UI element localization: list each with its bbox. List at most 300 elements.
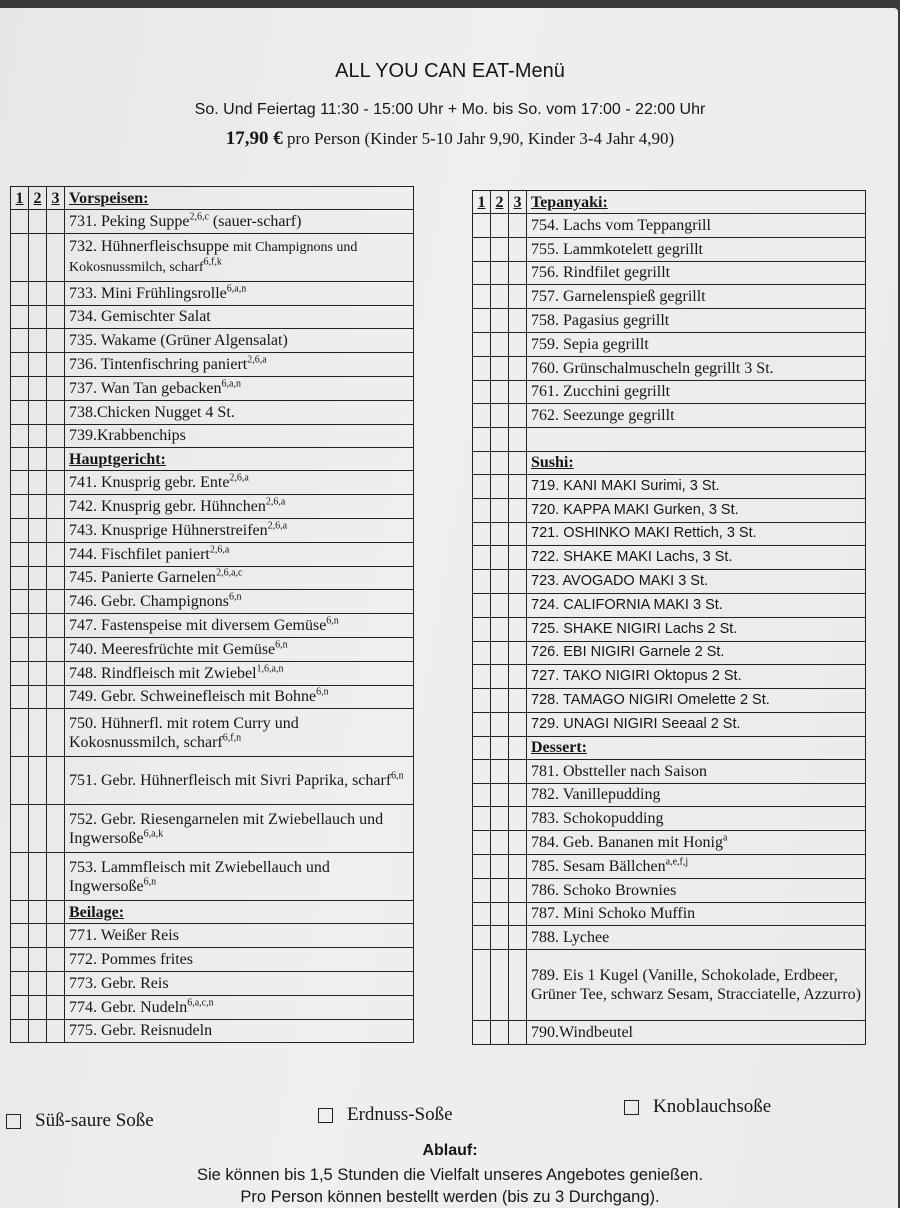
- order-checkbox[interactable]: [29, 995, 47, 1019]
- menu-table-left: [10, 186, 414, 1043]
- order-checkbox[interactable]: [47, 518, 65, 542]
- order-checkbox[interactable]: [473, 950, 491, 1021]
- item-name: 756. Rindfilet gegrillt: [531, 264, 671, 282]
- order-checkbox[interactable]: [29, 424, 47, 448]
- menu-item: [527, 783, 866, 807]
- menu-item: [527, 285, 866, 309]
- item-description: mit Champignons und Kokosnussmilch, scharf: [69, 240, 358, 276]
- order-checkbox[interactable]: [47, 948, 65, 972]
- order-checkbox[interactable]: [473, 404, 491, 428]
- menu-item: [527, 522, 866, 546]
- order-checkbox[interactable]: [491, 807, 509, 831]
- order-checkbox[interactable]: [47, 376, 65, 400]
- order-checkbox[interactable]: [29, 948, 47, 972]
- menu-item: [65, 400, 414, 424]
- menu-item: [65, 329, 414, 353]
- order-checkbox[interactable]: [11, 853, 29, 901]
- order-checkbox[interactable]: [473, 261, 491, 285]
- menu-item: [65, 614, 414, 638]
- order-checkbox[interactable]: [47, 757, 65, 805]
- order-checkbox[interactable]: [509, 641, 527, 665]
- order-checkbox[interactable]: [11, 471, 29, 495]
- item-name: 731. Peking Suppe: [69, 212, 190, 230]
- menu-item-row: [11, 329, 414, 353]
- order-checkbox[interactable]: [509, 285, 527, 309]
- order-checkbox[interactable]: [473, 1021, 491, 1045]
- item-name: 757. Garnelenspieß gegrillt: [531, 288, 706, 306]
- item-name: 739.Krabbenchips: [69, 427, 186, 445]
- menu-item-row: [473, 712, 866, 736]
- order-checkbox[interactable]: [473, 451, 491, 474]
- order-checkbox[interactable]: [11, 685, 29, 709]
- order-checkbox[interactable]: [47, 709, 65, 757]
- order-checkbox[interactable]: [509, 332, 527, 356]
- order-checkbox[interactable]: [29, 448, 47, 471]
- checkbox-icon[interactable]: [6, 1114, 21, 1129]
- menu-item-row: [473, 759, 866, 783]
- order-checkbox[interactable]: [47, 971, 65, 995]
- allergen-codes: 6,f,n: [222, 732, 242, 744]
- order-checkbox[interactable]: [509, 237, 527, 261]
- order-checkbox[interactable]: [11, 709, 29, 757]
- menu-table-right: [472, 190, 866, 1045]
- order-checkbox[interactable]: [473, 878, 491, 902]
- item-name: 724. CALIFORNIA MAKI 3 St.: [531, 596, 723, 613]
- order-checkbox[interactable]: [491, 878, 509, 902]
- order-checkbox[interactable]: [29, 924, 47, 948]
- round-1-header: 1: [11, 187, 29, 210]
- order-checkbox[interactable]: [473, 214, 491, 238]
- menu-item-row: [473, 807, 866, 831]
- order-checkbox[interactable]: [11, 400, 29, 424]
- order-checkbox[interactable]: [491, 926, 509, 950]
- order-checkbox[interactable]: [509, 736, 527, 759]
- menu-item: [65, 948, 414, 972]
- sauce-option-peanut[interactable]: [318, 1104, 453, 1126]
- menu-item-row: [11, 495, 414, 519]
- order-checkbox[interactable]: [491, 1021, 509, 1045]
- order-checkbox[interactable]: [11, 637, 29, 661]
- order-checkbox[interactable]: [473, 428, 491, 452]
- order-checkbox[interactable]: [473, 831, 491, 855]
- order-checkbox[interactable]: [491, 214, 509, 238]
- order-checkbox[interactable]: [47, 424, 65, 448]
- order-checkbox[interactable]: [29, 566, 47, 590]
- order-checkbox[interactable]: [11, 210, 29, 234]
- order-checkbox[interactable]: [509, 404, 527, 428]
- order-checkbox[interactable]: [509, 428, 527, 452]
- menu-item-row: [473, 950, 866, 1021]
- order-checkbox[interactable]: [29, 1019, 47, 1043]
- allergen-codes: 6,f,k: [203, 256, 222, 268]
- order-checkbox[interactable]: [509, 261, 527, 285]
- order-checkbox[interactable]: [47, 685, 65, 709]
- order-checkbox[interactable]: [509, 380, 527, 404]
- order-checkbox[interactable]: [473, 854, 491, 878]
- order-checkbox[interactable]: [47, 210, 65, 234]
- order-checkbox[interactable]: [29, 518, 47, 542]
- order-checkbox[interactable]: [11, 542, 29, 566]
- menu-item: [527, 474, 866, 498]
- menu-item-row: [11, 805, 414, 853]
- order-checkbox[interactable]: [473, 356, 491, 380]
- order-checkbox[interactable]: [509, 878, 527, 902]
- order-checkbox[interactable]: [29, 353, 47, 377]
- menu-item-row: [11, 709, 414, 757]
- order-checkbox[interactable]: [473, 522, 491, 546]
- menu-item: [527, 878, 866, 902]
- order-checkbox[interactable]: [491, 261, 509, 285]
- menu-item-row: [473, 404, 866, 428]
- order-checkbox[interactable]: [47, 471, 65, 495]
- sauce-option-garlic[interactable]: [624, 1096, 771, 1118]
- item-name: 772. Pommes frites: [69, 951, 193, 969]
- menu-item-row: [473, 498, 866, 522]
- order-checkbox[interactable]: [491, 285, 509, 309]
- order-checkbox[interactable]: [509, 451, 527, 474]
- order-checkbox[interactable]: [11, 353, 29, 377]
- menu-item: [65, 1019, 414, 1043]
- order-checkbox[interactable]: [491, 474, 509, 498]
- order-checkbox[interactable]: [473, 380, 491, 404]
- order-checkbox[interactable]: [29, 329, 47, 353]
- order-checkbox[interactable]: [509, 854, 527, 878]
- order-checkbox[interactable]: [11, 805, 29, 853]
- order-checkbox[interactable]: [491, 428, 509, 452]
- order-checkbox[interactable]: [491, 237, 509, 261]
- menu-item-row: [11, 210, 414, 234]
- menu-item: [527, 546, 866, 570]
- order-checkbox[interactable]: [509, 689, 527, 713]
- order-checkbox[interactable]: [11, 971, 29, 995]
- order-checkbox[interactable]: [491, 712, 509, 736]
- item-name: 729. UNAGI NIGIRI Seeaal 2 St.: [531, 715, 741, 732]
- order-checkbox[interactable]: [491, 546, 509, 570]
- order-checkbox[interactable]: [491, 380, 509, 404]
- item-name: 783. Schokopudding: [531, 810, 664, 828]
- order-checkbox[interactable]: [491, 451, 509, 474]
- order-checkbox[interactable]: [509, 950, 527, 1021]
- order-checkbox[interactable]: [47, 901, 65, 924]
- order-checkbox[interactable]: [473, 759, 491, 783]
- order-checkbox[interactable]: [47, 400, 65, 424]
- order-checkbox[interactable]: [509, 831, 527, 855]
- ablauf-title: Ablauf:: [422, 1142, 478, 1159]
- menu-item-row: [473, 356, 866, 380]
- item-name: 742. Knusprig gebr. Hühnchen: [69, 498, 266, 516]
- section-heading-row: [473, 451, 866, 474]
- order-checkbox[interactable]: [473, 641, 491, 665]
- order-checkbox[interactable]: [491, 309, 509, 333]
- order-checkbox[interactable]: [47, 661, 65, 685]
- order-checkbox[interactable]: [491, 783, 509, 807]
- order-checkbox[interactable]: [47, 590, 65, 614]
- order-checkbox[interactable]: [47, 281, 65, 305]
- menu-item: [65, 757, 414, 805]
- order-checkbox[interactable]: [491, 831, 509, 855]
- order-checkbox[interactable]: [47, 805, 65, 853]
- menu-item-row: [473, 1021, 866, 1045]
- order-checkbox[interactable]: [11, 901, 29, 924]
- order-checkbox[interactable]: [473, 902, 491, 926]
- order-checkbox[interactable]: [473, 783, 491, 807]
- order-checkbox[interactable]: [491, 854, 509, 878]
- order-checkbox[interactable]: [473, 570, 491, 594]
- order-checkbox[interactable]: [11, 233, 29, 281]
- order-checkbox[interactable]: [509, 570, 527, 594]
- menu-item: [527, 902, 866, 926]
- order-checkbox[interactable]: [47, 924, 65, 948]
- order-checkbox[interactable]: [11, 281, 29, 305]
- order-checkbox[interactable]: [11, 995, 29, 1019]
- order-checkbox[interactable]: [29, 376, 47, 400]
- order-checkbox[interactable]: [473, 736, 491, 759]
- order-checkbox[interactable]: [47, 233, 65, 281]
- menu-item: [65, 281, 414, 305]
- order-checkbox[interactable]: [509, 665, 527, 689]
- order-checkbox[interactable]: [11, 1019, 29, 1043]
- column-header-row: [11, 187, 414, 210]
- order-checkbox[interactable]: [47, 566, 65, 590]
- order-checkbox[interactable]: [29, 305, 47, 329]
- order-checkbox[interactable]: [29, 614, 47, 638]
- order-checkbox[interactable]: [47, 995, 65, 1019]
- order-checkbox[interactable]: [29, 233, 47, 281]
- order-checkbox[interactable]: [47, 305, 65, 329]
- order-checkbox[interactable]: [29, 590, 47, 614]
- order-checkbox[interactable]: [11, 376, 29, 400]
- order-checkbox[interactable]: [509, 783, 527, 807]
- allergen-codes: 2,6,a,c: [216, 568, 243, 580]
- order-checkbox[interactable]: [11, 518, 29, 542]
- section-heading: Dessert:: [527, 736, 866, 759]
- menu-item: [527, 261, 866, 285]
- order-checkbox[interactable]: [509, 902, 527, 926]
- menu-item: [65, 471, 414, 495]
- menu-item-row: [473, 332, 866, 356]
- order-checkbox[interactable]: [29, 637, 47, 661]
- order-checkbox[interactable]: [491, 617, 509, 641]
- order-checkbox[interactable]: [509, 1021, 527, 1045]
- sauce-label: Süß-saure Soße: [35, 1110, 154, 1131]
- item-name: 775. Gebr. Reisnudeln: [69, 1022, 213, 1040]
- order-checkbox[interactable]: [29, 281, 47, 305]
- menu-item: [527, 950, 866, 1021]
- order-checkbox[interactable]: [473, 689, 491, 713]
- order-checkbox[interactable]: [11, 757, 29, 805]
- menu-item-row: [11, 685, 414, 709]
- order-checkbox[interactable]: [491, 689, 509, 713]
- order-checkbox[interactable]: [47, 495, 65, 519]
- menu-item-row: [11, 518, 414, 542]
- order-checkbox[interactable]: [491, 498, 509, 522]
- order-checkbox[interactable]: [491, 641, 509, 665]
- order-checkbox[interactable]: [29, 495, 47, 519]
- allergen-codes: 2,6,a: [265, 496, 286, 508]
- order-checkbox[interactable]: [11, 948, 29, 972]
- order-checkbox[interactable]: [473, 285, 491, 309]
- order-checkbox[interactable]: [11, 424, 29, 448]
- order-checkbox[interactable]: [473, 665, 491, 689]
- order-checkbox[interactable]: [47, 448, 65, 471]
- opening-hours: So. Und Feiertag 11:30 - 15:00 Uhr + Mo. bis So. vom 17:00 - 22:00 Uhr: [194, 101, 706, 118]
- order-checkbox[interactable]: [491, 759, 509, 783]
- order-checkbox[interactable]: [47, 637, 65, 661]
- order-checkbox[interactable]: [473, 474, 491, 498]
- order-checkbox[interactable]: [491, 332, 509, 356]
- menu-item: [527, 759, 866, 783]
- order-checkbox[interactable]: [29, 709, 47, 757]
- order-checkbox[interactable]: [29, 971, 47, 995]
- allergen-codes: 2,6,a: [247, 354, 267, 366]
- item-name: 749. Gebr. Schweinefleisch mit Bohne: [69, 688, 317, 706]
- item-name: 728. TAMAGO NIGIRI Omelette 2 St.: [531, 692, 770, 709]
- order-checkbox[interactable]: [509, 617, 527, 641]
- order-checkbox[interactable]: [491, 570, 509, 594]
- order-checkbox[interactable]: [29, 805, 47, 853]
- menu-item-row: [473, 237, 866, 261]
- round-3-header: 3: [47, 187, 65, 210]
- allergen-codes: 2,6,a: [209, 544, 230, 556]
- order-checkbox[interactable]: [11, 495, 29, 519]
- order-checkbox[interactable]: [29, 757, 47, 805]
- ablauf-line-2: Pro Person können bestellt werden (bis zu 3 Durchgang).: [240, 1188, 660, 1206]
- order-checkbox[interactable]: [11, 590, 29, 614]
- menu-item: [527, 214, 866, 238]
- order-checkbox[interactable]: [29, 542, 47, 566]
- menu-item: [65, 210, 414, 234]
- order-checkbox[interactable]: [11, 924, 29, 948]
- order-checkbox[interactable]: [11, 661, 29, 685]
- order-checkbox[interactable]: [509, 474, 527, 498]
- allergen-codes: a: [722, 832, 728, 844]
- order-checkbox[interactable]: [11, 566, 29, 590]
- menu-item-row: [11, 424, 414, 448]
- order-checkbox[interactable]: [491, 356, 509, 380]
- order-checkbox[interactable]: [509, 546, 527, 570]
- menu-item: [527, 641, 866, 665]
- order-checkbox[interactable]: [491, 736, 509, 759]
- order-checkbox[interactable]: [473, 498, 491, 522]
- menu-item-row: [11, 281, 414, 305]
- menu-item-row: [473, 474, 866, 498]
- allergen-codes: 1,6,a,n: [256, 663, 284, 675]
- menu-item-row: [473, 641, 866, 665]
- menu-item: [527, 570, 866, 594]
- order-checkbox[interactable]: [491, 950, 509, 1021]
- allergen-codes: 2,6,a: [229, 472, 249, 484]
- menu-item: [65, 685, 414, 709]
- order-checkbox[interactable]: [29, 210, 47, 234]
- order-checkbox[interactable]: [473, 617, 491, 641]
- menu-item: [527, 1021, 866, 1045]
- order-checkbox[interactable]: [473, 807, 491, 831]
- order-checkbox[interactable]: [509, 498, 527, 522]
- order-checkbox[interactable]: [491, 665, 509, 689]
- item-name: 758. Pagasius gegrillt: [531, 312, 670, 330]
- menu-item: [527, 831, 866, 855]
- order-checkbox[interactable]: [473, 546, 491, 570]
- menu-item-row: [473, 665, 866, 689]
- order-checkbox[interactable]: [509, 926, 527, 950]
- order-checkbox[interactable]: [11, 614, 29, 638]
- item-name: 733. Mini Frühlingsrolle: [69, 284, 227, 302]
- order-checkbox[interactable]: [473, 926, 491, 950]
- order-checkbox[interactable]: [473, 237, 491, 261]
- menu-item: [527, 665, 866, 689]
- checkbox-icon[interactable]: [624, 1100, 639, 1115]
- order-checkbox[interactable]: [509, 712, 527, 736]
- order-checkbox[interactable]: [473, 593, 491, 617]
- order-checkbox[interactable]: [29, 685, 47, 709]
- menu-item: [527, 309, 866, 333]
- item-name: 722. SHAKE MAKI Lachs, 3 St.: [531, 549, 733, 566]
- order-checkbox[interactable]: [473, 309, 491, 333]
- menu-item-row: [473, 689, 866, 713]
- item-name: 781. Obstteller nach Saison: [531, 762, 707, 780]
- order-checkbox[interactable]: [47, 853, 65, 901]
- checkbox-icon[interactable]: [318, 1108, 333, 1123]
- item-name: 790.Windbeutel: [531, 1024, 633, 1041]
- order-checkbox[interactable]: [29, 400, 47, 424]
- item-name: 753. Lammfleisch mit Zwiebellauch und Ingwersoße: [69, 858, 330, 895]
- section-heading: Sushi:: [527, 451, 866, 474]
- menu-item-row: [11, 471, 414, 495]
- order-checkbox[interactable]: [29, 853, 47, 901]
- order-checkbox[interactable]: [491, 593, 509, 617]
- order-checkbox[interactable]: [509, 759, 527, 783]
- order-checkbox[interactable]: [29, 661, 47, 685]
- item-name: 755. Lammkotelett gegrillt: [531, 240, 703, 258]
- order-checkbox[interactable]: [11, 329, 29, 353]
- item-name: 752. Gebr. Riesengarnelen mit Zwiebellauch und Ingwersoße: [69, 810, 384, 847]
- order-checkbox[interactable]: [509, 214, 527, 238]
- menu-item: [527, 356, 866, 380]
- order-checkbox[interactable]: [29, 901, 47, 924]
- allergen-codes: 6,a,c,n: [187, 997, 214, 1009]
- order-checkbox[interactable]: [491, 522, 509, 546]
- round-2-header: 2: [491, 191, 509, 214]
- order-checkbox[interactable]: [47, 614, 65, 638]
- order-checkbox[interactable]: [473, 332, 491, 356]
- menu-item: [65, 518, 414, 542]
- order-checkbox[interactable]: [47, 542, 65, 566]
- menu-item-row: [11, 566, 414, 590]
- menu-item: [65, 709, 414, 757]
- sauce-option-sweet-sour[interactable]: [6, 1110, 154, 1132]
- section-heading: Tepanyaki:: [527, 191, 866, 214]
- price-amount: 17,90 €: [225, 128, 283, 149]
- order-checkbox[interactable]: [509, 522, 527, 546]
- order-checkbox[interactable]: [47, 329, 65, 353]
- menu-item: [65, 637, 414, 661]
- order-checkbox[interactable]: [509, 593, 527, 617]
- order-checkbox[interactable]: [509, 356, 527, 380]
- item-name: 747. Fastenspeise mit diversem Gemüse: [69, 617, 327, 635]
- menu-item: [527, 332, 866, 356]
- order-checkbox[interactable]: [11, 305, 29, 329]
- order-checkbox[interactable]: [473, 712, 491, 736]
- order-checkbox[interactable]: [491, 902, 509, 926]
- order-checkbox[interactable]: [491, 404, 509, 428]
- order-checkbox[interactable]: [47, 1019, 65, 1043]
- menu-item-row: [11, 971, 414, 995]
- order-checkbox[interactable]: [509, 309, 527, 333]
- order-checkbox[interactable]: [11, 448, 29, 471]
- order-checkbox[interactable]: [47, 353, 65, 377]
- order-checkbox[interactable]: [509, 807, 527, 831]
- order-checkbox[interactable]: [29, 471, 47, 495]
